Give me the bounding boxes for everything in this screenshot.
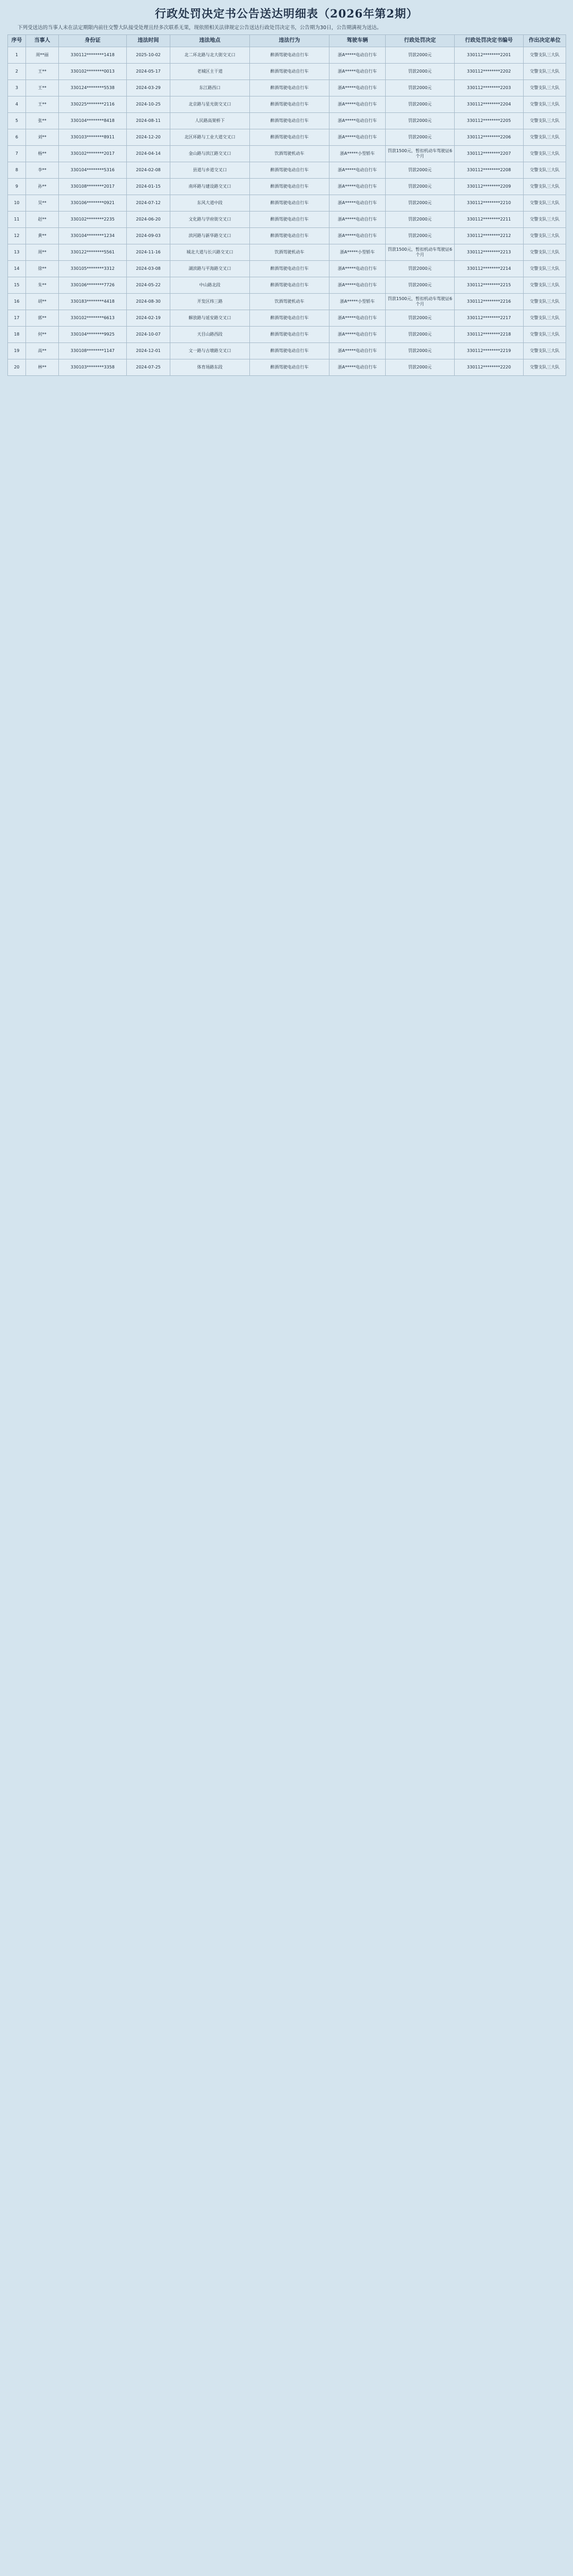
cell-issuing-unit: 交警支队三大队: [524, 212, 566, 228]
column-header: 违法时间: [127, 35, 170, 47]
cell-vehicle: 浙A*****电动自行车: [329, 343, 386, 359]
cell-id-number: 330102********6613: [59, 310, 127, 327]
cell-vehicle: 浙A*****小型轿车: [329, 244, 386, 261]
cell-violation-behavior: 醉酒驾驶电动自行车: [250, 96, 329, 113]
cell-id-number: 330108********1147: [59, 343, 127, 359]
table-header: [8, 35, 566, 47]
cell-party-name: 张**: [26, 113, 59, 129]
cell-issuing-unit: 交警支队三大队: [524, 179, 566, 195]
cell-party-name: 林**: [26, 359, 59, 376]
cell-vehicle: 浙A*****电动自行车: [329, 327, 386, 343]
cell-party-name: 杨**: [26, 146, 59, 162]
cell-violation-behavior: 饮酒驾驶机动车: [250, 146, 329, 162]
cell-issuing-unit: 交警支队三大队: [524, 310, 566, 327]
table-row: [8, 195, 566, 212]
cell-decision-number: 330112********2209: [455, 179, 524, 195]
cell-violation-time: 2024-02-19: [127, 310, 170, 327]
table-row: [8, 113, 566, 129]
cell-vehicle: 浙A*****电动自行车: [329, 113, 386, 129]
cell-issuing-unit: 交警支队三大队: [524, 327, 566, 343]
cell-violation-behavior: 醉酒驾驶电动自行车: [250, 64, 329, 80]
cell-issuing-unit: 交警支队三大队: [524, 80, 566, 96]
cell-party-name: 刘**: [26, 129, 59, 146]
cell-row-number: 7: [8, 146, 26, 162]
cell-violation-time: 2024-07-25: [127, 359, 170, 376]
cell-violation-behavior: 醉酒驾驶电动自行车: [250, 359, 329, 376]
cell-vehicle: 浙A*****电动自行车: [329, 96, 386, 113]
cell-violation-location: 中山路北段: [170, 277, 250, 294]
cell-id-number: 330102********0013: [59, 64, 127, 80]
cell-penalty-decision: 罚款2000元: [386, 277, 455, 294]
cell-penalty-decision: 罚款2000元: [386, 228, 455, 244]
cell-decision-number: 330112********2202: [455, 64, 524, 80]
cell-penalty-decision: 罚款2000元: [386, 359, 455, 376]
cell-party-name: 王**: [26, 64, 59, 80]
cell-violation-behavior: 醉酒驾驶电动自行车: [250, 327, 329, 343]
cell-violation-time: 2024-12-20: [127, 129, 170, 146]
cell-vehicle: 浙A*****电动自行车: [329, 212, 386, 228]
cell-row-number: 11: [8, 212, 26, 228]
table-row: [8, 359, 566, 376]
cell-vehicle: 浙A*****电动自行车: [329, 47, 386, 64]
cell-violation-time: 2024-11-16: [127, 244, 170, 261]
cell-row-number: 3: [8, 80, 26, 96]
cell-decision-number: 330112********2218: [455, 327, 524, 343]
cell-vehicle: 浙A*****电动自行车: [329, 228, 386, 244]
cell-penalty-decision: 罚款2000元: [386, 212, 455, 228]
cell-violation-location: 北区环路与工业大道交叉口: [170, 129, 250, 146]
cell-id-number: 330108********2017: [59, 179, 127, 195]
cell-party-name: 吴**: [26, 195, 59, 212]
cell-decision-number: 330112********2201: [455, 47, 524, 64]
cell-decision-number: 330112********2216: [455, 294, 524, 310]
cell-violation-location: 解放路与延安路交叉口: [170, 310, 250, 327]
cell-id-number: 330104********5316: [59, 162, 127, 179]
cell-penalty-decision: 罚款2000元: [386, 195, 455, 212]
table-row: [8, 343, 566, 359]
cell-party-name: 胡**: [26, 294, 59, 310]
cell-vehicle: 浙A*****电动自行车: [329, 359, 386, 376]
cell-party-name: 王**: [26, 96, 59, 113]
cell-penalty-decision: 罚款2000元: [386, 64, 455, 80]
cell-violation-behavior: 醉酒驾驶电动自行车: [250, 212, 329, 228]
table-row: [8, 64, 566, 80]
cell-penalty-decision: 罚款2000元: [386, 327, 455, 343]
cell-violation-location: 开发区纬三路: [170, 294, 250, 310]
cell-row-number: 2: [8, 64, 26, 80]
table-row: [8, 277, 566, 294]
cell-violation-behavior: 醉酒驾驶电动自行车: [250, 228, 329, 244]
cell-penalty-decision: 罚款2000元: [386, 47, 455, 64]
cell-violation-behavior: 醉酒驾驶电动自行车: [250, 129, 329, 146]
cell-issuing-unit: 交警支队三大队: [524, 195, 566, 212]
cell-id-number: 330124********5538: [59, 80, 127, 96]
column-header: 驾驶车辆: [329, 35, 386, 47]
cell-decision-number: 330112********2204: [455, 96, 524, 113]
cell-violation-time: 2024-09-03: [127, 228, 170, 244]
cell-issuing-unit: 交警支队三大队: [524, 129, 566, 146]
cell-party-name: 朱**: [26, 277, 59, 294]
cell-row-number: 17: [8, 310, 26, 327]
column-header: 违法行为: [250, 35, 329, 47]
cell-violation-behavior: 醉酒驾驶电动自行车: [250, 261, 329, 277]
cell-violation-location: 县道与乡道交叉口: [170, 162, 250, 179]
cell-issuing-unit: 交警支队三大队: [524, 113, 566, 129]
column-header: 行政处罚决定: [386, 35, 455, 47]
cell-party-name: 周**丽: [26, 47, 59, 64]
cell-violation-time: 2024-04-14: [127, 146, 170, 162]
cell-id-number: 330104********8418: [59, 113, 127, 129]
cell-violation-location: 北京路与星光街交叉口: [170, 96, 250, 113]
cell-vehicle: 浙A*****电动自行车: [329, 310, 386, 327]
cell-decision-number: 330112********2210: [455, 195, 524, 212]
cell-violation-time: 2024-10-25: [127, 96, 170, 113]
cell-party-name: 赵**: [26, 212, 59, 228]
cell-decision-number: 330112********2205: [455, 113, 524, 129]
cell-violation-time: 2024-05-17: [127, 64, 170, 80]
cell-violation-location: 体育场路东段: [170, 359, 250, 376]
cell-id-number: 330112********1418: [59, 47, 127, 64]
cell-violation-behavior: 醉酒驾驶电动自行车: [250, 310, 329, 327]
cell-row-number: 10: [8, 195, 26, 212]
cell-row-number: 6: [8, 129, 26, 146]
intro-paragraph: 下列受送达的当事人未在法定期限内前往交警大队接受处理且经多次联系无果，现依照相关法律规定公告送达行政处罚决定书，公告期为30日，公告期满视为送达。: [18, 25, 382, 31]
table-row: [8, 228, 566, 244]
cell-violation-location: 老城区主干道: [170, 64, 250, 80]
table-row: [8, 294, 566, 310]
cell-penalty-decision: 罚款2000元: [386, 96, 455, 113]
cell-violation-location: 东风大道中段: [170, 195, 250, 212]
cell-violation-time: 2024-07-12: [127, 195, 170, 212]
cell-decision-number: 330112********2207: [455, 146, 524, 162]
cell-issuing-unit: 交警支队三大队: [524, 162, 566, 179]
cell-violation-location: 南环路与建设路交叉口: [170, 179, 250, 195]
cell-decision-number: 330112********2215: [455, 277, 524, 294]
table-row: [8, 327, 566, 343]
cell-party-name: 高**: [26, 343, 59, 359]
cell-decision-number: 330112********2219: [455, 343, 524, 359]
cell-id-number: 330225********2116: [59, 96, 127, 113]
cell-id-number: 330105********3312: [59, 261, 127, 277]
column-header: 作出决定单位: [524, 35, 566, 47]
cell-id-number: 330102********2235: [59, 212, 127, 228]
cell-violation-behavior: 醉酒驾驶电动自行车: [250, 113, 329, 129]
table-row: [8, 244, 566, 261]
table-row: [8, 47, 566, 64]
cell-party-name: 黄**: [26, 228, 59, 244]
cell-issuing-unit: 交警支队三大队: [524, 261, 566, 277]
cell-party-name: 李**: [26, 162, 59, 179]
cell-penalty-decision: 罚款1500元，暂扣机动车驾驶证6个月: [386, 146, 455, 162]
cell-violation-location: 东江路西口: [170, 80, 250, 96]
cell-violation-location: 金山路与滨江路交叉口: [170, 146, 250, 162]
cell-id-number: 330106********7726: [59, 277, 127, 294]
cell-decision-number: 330112********2203: [455, 80, 524, 96]
cell-issuing-unit: 交警支队三大队: [524, 146, 566, 162]
cell-row-number: 16: [8, 294, 26, 310]
cell-violation-location: 天目山路西段: [170, 327, 250, 343]
cell-id-number: 330106********0921: [59, 195, 127, 212]
cell-issuing-unit: 交警支队三大队: [524, 343, 566, 359]
cell-id-number: 330103********8911: [59, 129, 127, 146]
cell-violation-time: 2024-08-11: [127, 113, 170, 129]
cell-violation-time: 2024-02-08: [127, 162, 170, 179]
cell-violation-time: 2024-01-15: [127, 179, 170, 195]
cell-violation-behavior: 饮酒驾驶机动车: [250, 294, 329, 310]
cell-party-name: 周**: [26, 244, 59, 261]
cell-vehicle: 浙A*****小型轿车: [329, 294, 386, 310]
cell-penalty-decision: 罚款1500元，暂扣机动车驾驶证6个月: [386, 244, 455, 261]
cell-violation-behavior: 醉酒驾驶电动自行车: [250, 195, 329, 212]
cell-row-number: 1: [8, 47, 26, 64]
cell-decision-number: 330112********2213: [455, 244, 524, 261]
table-row: [8, 146, 566, 162]
cell-issuing-unit: 交警支队三大队: [524, 228, 566, 244]
cell-vehicle: 浙A*****电动自行车: [329, 277, 386, 294]
cell-violation-time: 2024-08-30: [127, 294, 170, 310]
cell-penalty-decision: 罚款2000元: [386, 80, 455, 96]
cell-violation-behavior: 醉酒驾驶电动自行车: [250, 179, 329, 195]
table-body: [8, 47, 566, 376]
cell-id-number: 330104********1234: [59, 228, 127, 244]
cell-row-number: 18: [8, 327, 26, 343]
penalty-table: [7, 34, 566, 376]
page-title: 行政处罚决定书公告送达明细表（2026年第2期）: [154, 7, 419, 20]
cell-row-number: 13: [8, 244, 26, 261]
cell-vehicle: 浙A*****电动自行车: [329, 195, 386, 212]
cell-decision-number: 330112********2217: [455, 310, 524, 327]
table-row: [8, 162, 566, 179]
cell-issuing-unit: 交警支队三大队: [524, 359, 566, 376]
cell-row-number: 14: [8, 261, 26, 277]
cell-decision-number: 330112********2208: [455, 162, 524, 179]
cell-party-name: 王**: [26, 80, 59, 96]
cell-violation-time: 2024-10-07: [127, 327, 170, 343]
column-header: 行政处罚决定书编号: [455, 35, 524, 47]
cell-row-number: 12: [8, 228, 26, 244]
cell-row-number: 20: [8, 359, 26, 376]
cell-id-number: 330183********4418: [59, 294, 127, 310]
cell-issuing-unit: 交警支队三大队: [524, 64, 566, 80]
table-row: [8, 212, 566, 228]
cell-id-number: 330103********3358: [59, 359, 127, 376]
cell-issuing-unit: 交警支队三大队: [524, 244, 566, 261]
cell-decision-number: 330112********2214: [455, 261, 524, 277]
cell-party-name: 郭**: [26, 310, 59, 327]
cell-violation-time: 2024-03-08: [127, 261, 170, 277]
cell-violation-location: 湖滨路与平海路交叉口: [170, 261, 250, 277]
cell-penalty-decision: 罚款2000元: [386, 162, 455, 179]
cell-violation-location: 文一路与古墩路交叉口: [170, 343, 250, 359]
cell-violation-time: 2025-10-02: [127, 47, 170, 64]
table-row: [8, 261, 566, 277]
table-header-row: [8, 35, 566, 47]
cell-penalty-decision: 罚款2000元: [386, 129, 455, 146]
cell-vehicle: 浙A*****电动自行车: [329, 179, 386, 195]
cell-penalty-decision: 罚款2000元: [386, 343, 455, 359]
cell-violation-behavior: 饮酒驾驶机动车: [250, 244, 329, 261]
cell-penalty-decision: 罚款2000元: [386, 113, 455, 129]
cell-party-name: 何**: [26, 327, 59, 343]
table-row: [8, 96, 566, 113]
cell-vehicle: 浙A*****电动自行车: [329, 129, 386, 146]
cell-violation-location: 城北大道与长兴路交叉口: [170, 244, 250, 261]
cell-violation-location: 人民路高架桥下: [170, 113, 250, 129]
table-row: [8, 129, 566, 146]
cell-row-number: 4: [8, 96, 26, 113]
cell-vehicle: 浙A*****电动自行车: [329, 80, 386, 96]
cell-issuing-unit: 交警支队三大队: [524, 294, 566, 310]
cell-violation-behavior: 醉酒驾驶电动自行车: [250, 80, 329, 96]
cell-party-name: 徐**: [26, 261, 59, 277]
cell-id-number: 330102********2017: [59, 146, 127, 162]
cell-violation-location: 文化路与学府街交叉口: [170, 212, 250, 228]
cell-violation-time: 2024-12-01: [127, 343, 170, 359]
cell-violation-time: 2024-06-20: [127, 212, 170, 228]
cell-row-number: 9: [8, 179, 26, 195]
table-row: [8, 310, 566, 327]
cell-decision-number: 330112********2220: [455, 359, 524, 376]
cell-vehicle: 浙A*****小型轿车: [329, 146, 386, 162]
cell-issuing-unit: 交警支队三大队: [524, 96, 566, 113]
cell-party-name: 孙**: [26, 179, 59, 195]
cell-vehicle: 浙A*****电动自行车: [329, 162, 386, 179]
table-row: [8, 80, 566, 96]
cell-decision-number: 330112********2212: [455, 228, 524, 244]
cell-violation-behavior: 醉酒驾驶电动自行车: [250, 277, 329, 294]
cell-row-number: 19: [8, 343, 26, 359]
cell-issuing-unit: 交警支队三大队: [524, 47, 566, 64]
cell-penalty-decision: 罚款2000元: [386, 310, 455, 327]
cell-penalty-decision: 罚款1500元，暂扣机动车驾驶证6个月: [386, 294, 455, 310]
cell-decision-number: 330112********2206: [455, 129, 524, 146]
column-header: 违法地点: [170, 35, 250, 47]
cell-penalty-decision: 罚款2000元: [386, 261, 455, 277]
cell-row-number: 8: [8, 162, 26, 179]
cell-decision-number: 330112********2211: [455, 212, 524, 228]
cell-violation-time: 2024-05-22: [127, 277, 170, 294]
cell-vehicle: 浙A*****电动自行车: [329, 64, 386, 80]
cell-issuing-unit: 交警支队三大队: [524, 277, 566, 294]
column-header: 身份证: [59, 35, 127, 47]
table-row: [8, 179, 566, 195]
cell-id-number: 330122********5561: [59, 244, 127, 261]
cell-row-number: 15: [8, 277, 26, 294]
cell-violation-behavior: 醉酒驾驶电动自行车: [250, 162, 329, 179]
cell-violation-location: 北二环北路与北大街交叉口: [170, 47, 250, 64]
cell-violation-behavior: 醉酒驾驶电动自行车: [250, 47, 329, 64]
cell-id-number: 330104********9925: [59, 327, 127, 343]
column-header: 序号: [8, 35, 26, 47]
cell-penalty-decision: 罚款2000元: [386, 179, 455, 195]
cell-row-number: 5: [8, 113, 26, 129]
bottom-spacer: [0, 376, 573, 397]
column-header: 当事人: [26, 35, 59, 47]
cell-violation-location: 滨河路与新华路交叉口: [170, 228, 250, 244]
cell-violation-time: 2024-03-29: [127, 80, 170, 96]
cell-vehicle: 浙A*****电动自行车: [329, 261, 386, 277]
cell-violation-behavior: 醉酒驾驶电动自行车: [250, 343, 329, 359]
